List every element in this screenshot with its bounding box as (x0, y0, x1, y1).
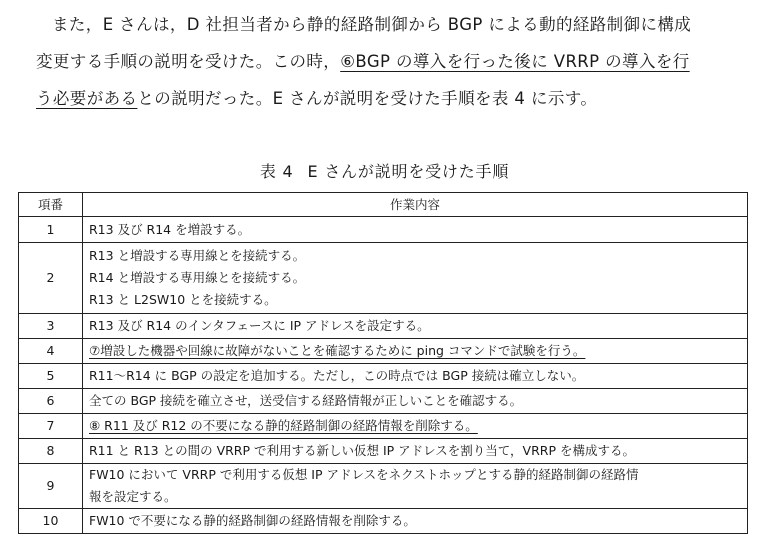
row-content-line: FW10 において VRRP で利用する仮想 IP アドレスをネクストホップとする静的経路制御の経路情 (89, 467, 639, 482)
paragraph-line-2-text: 変更する手順の説明を受けた。この時， (36, 52, 341, 71)
table-caption-number: 表 4 (259, 162, 294, 181)
header-item-number: 項番 (19, 193, 83, 217)
row-content (83, 243, 748, 314)
procedure-table (18, 192, 748, 534)
row-number: 10 (19, 509, 83, 534)
intro-paragraph (36, 6, 776, 117)
table-caption-title: E さんが説明を受けた手順 (307, 162, 510, 181)
table-header-row (19, 193, 748, 217)
row-content: R11～R14 に BGP の設定を追加する。ただし，この時点では BGP 接続は確立しない。 (83, 364, 748, 389)
table-row (19, 439, 748, 464)
row-content: R13 及び R14 を増設する。 (83, 217, 748, 243)
row-number: 1 (19, 217, 83, 243)
row-content-line: R13 と L2SW10 とを接続する。 (89, 292, 277, 307)
row-content-line: R14 と増設する専用線とを接続する。 (89, 270, 306, 285)
underlined-statement-6: ⑥BGP の導入を行った後に VRRP の導入を行 (340, 52, 690, 71)
underlined-step-8: ⑧ R11 及び R12 の不要になる静的経路制御の経路情報を削除する。 (89, 418, 478, 433)
row-number: 9 (19, 464, 83, 509)
table-row (19, 243, 748, 314)
table-row (19, 314, 748, 339)
row-content: R11 と R13 との間の VRRP で利用する新しい仮想 IP アドレスを割り当て，VRRP を構成する。 (83, 439, 748, 464)
row-number: 5 (19, 364, 83, 389)
row-content (83, 414, 748, 439)
table-row (19, 339, 748, 364)
underlined-step-7: ⑦増設した機器や回線に故障がないことを確認するために ping コマンドで試験を行う。 (89, 343, 586, 358)
row-number: 7 (19, 414, 83, 439)
table-row (19, 217, 748, 243)
underlined-statement-6-cont: う必要がある (36, 89, 138, 108)
row-number: 3 (19, 314, 83, 339)
row-content (83, 464, 748, 509)
row-number: 4 (19, 339, 83, 364)
paragraph-line-3 (36, 80, 776, 117)
table-row (19, 389, 748, 414)
row-content (83, 339, 748, 364)
paragraph-line-2 (36, 43, 776, 80)
header-task-content: 作業内容 (83, 193, 748, 217)
paragraph-line-3-text: との説明だった。E さんが説明を受けた手順を表 4 に示す。 (137, 89, 598, 108)
row-number: 6 (19, 389, 83, 414)
table-row (19, 509, 748, 534)
row-number: 2 (19, 243, 83, 314)
paragraph-line-1: また，E さんは，D 社担当者から静的経路制御から BGP による動的経路制御に構成 (52, 15, 692, 34)
row-content: 全ての BGP 接続を確立させ，送受信する経路情報が正しいことを確認する。 (83, 389, 748, 414)
row-content-line: R13 と増設する専用線とを接続する。 (89, 248, 306, 263)
table-row (19, 414, 748, 439)
row-number: 8 (19, 439, 83, 464)
row-content-line: 報を設定する。 (89, 489, 177, 504)
table-row (19, 464, 748, 509)
row-content: R13 及び R14 のインタフェースに IP アドレスを設定する。 (83, 314, 748, 339)
table-row (19, 364, 748, 389)
table-caption (0, 159, 783, 182)
row-content: FW10 で不要になる静的経路制御の経路情報を削除する。 (83, 509, 748, 534)
